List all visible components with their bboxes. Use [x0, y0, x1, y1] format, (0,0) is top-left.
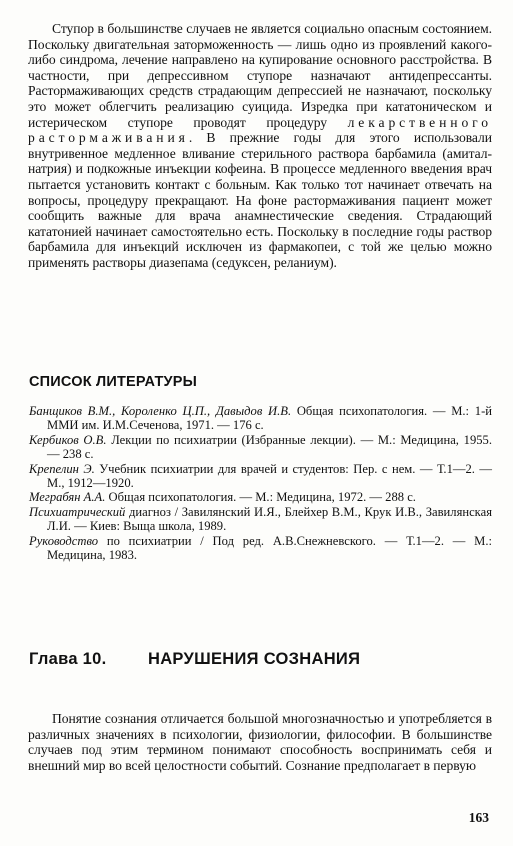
references-heading: СПИСОК ЛИТЕРАТУРЫ	[29, 374, 197, 390]
page-number: 163	[468, 810, 489, 825]
reference-author: Кербиков О.В.	[29, 432, 107, 447]
reference-text: Общая психопатология. — М.: 1-й ММИ им. И.М.Сеченова, 1971. — 176 с.	[47, 404, 492, 433]
reference-author: Банщиков В.М., Короленко Ц.П., Давыдов И.В.	[29, 404, 292, 418]
chapter-label: Глава 10.	[29, 650, 107, 668]
paragraph-consciousness-intro: Понятие сознания отличается большой многозначностью и употребляется в различных значениях в психологии, физиологии, философии. В большинстве случаев под этим термином понимают способность воспринимать себя и внешний мир во всей целостности событий. Сознание предполагает в первую	[28, 711, 492, 773]
paragraph-stupor-treatment	[28, 21, 492, 271]
reference-item	[29, 462, 492, 491]
reference-text: по психиатрии / Под ред. А.В.Снежневского. — Т.1—2. — М.: Медицина, 1983.	[47, 533, 492, 563]
chapter-heading	[29, 650, 360, 669]
reference-item	[29, 534, 492, 563]
reference-text: Учебник психиатрии для врачей и студентов: Пер. с нем. — Т.1—2. — М., 1912—1920.	[47, 461, 492, 491]
reference-item	[29, 505, 492, 534]
reference-item	[29, 433, 492, 462]
reference-author: Меграбян А.А.	[29, 490, 106, 505]
chapter-title: НАРУШЕНИЯ СОЗНАНИЯ	[148, 650, 361, 668]
reference-item	[29, 404, 492, 433]
reference-author: Крепелин Э.	[29, 461, 95, 476]
reference-text: Лекции по психиатрии (Избранные лекции). — М.: Медицина, 1955. — 238 с.	[47, 432, 492, 462]
paragraph1-text-end: . В прежние годы для этого использовали внутривенное медленное вливание стерильного раствора барбамила (амитал-натрия) и подкожные инъекции кофеина. В процессе медленного введения врач пытается установить контакт с больным. Как только тот начинает отвечать на вопросы, процедуру прекращают. На фоне растормаживания пациент может сообщить важные для врача анамнестические сведения. Страдающий кататонией начинает самостоятельно есть. Поскольку в последние годы раствор барбамила для инъекций исключен из фармакопеи, с той же целью можно применять растворы диазепама (седуксен, реланиум).	[28, 130, 492, 270]
paragraph1-text-start: Ступор в большинстве случаев не является социально опасным состоянием. Поскольку двигательная заторможенность — лишь одно из проявлений какого-либо синдрома, лечение направлено на купирование основного расстройства. В частности, при депрессивном ступоре назначают антидепрессанты. Растормаживающих средств страдающим депрессией не назначают, поскольку это может облегчить реализацию суицида. Изредка при кататоническом и истерическом ступоре проводят процедуру	[28, 21, 492, 130]
reference-item	[29, 490, 492, 504]
reference-author: Психиатрический	[29, 504, 126, 519]
reference-text: диагноз / Завилянский И.Я., Блейхер В.М., Крук И.В., Завилянская Л.И. — Киев: Выща школа, 1989.	[47, 504, 492, 534]
paragraph1-emphasized-term: лекарственного растормаживания	[28, 114, 492, 146]
reference-author: Руководство	[29, 533, 99, 548]
references-list	[29, 404, 492, 562]
reference-text: Общая психопатология. — М.: Медицина, 1972. — 288 с.	[105, 490, 416, 505]
